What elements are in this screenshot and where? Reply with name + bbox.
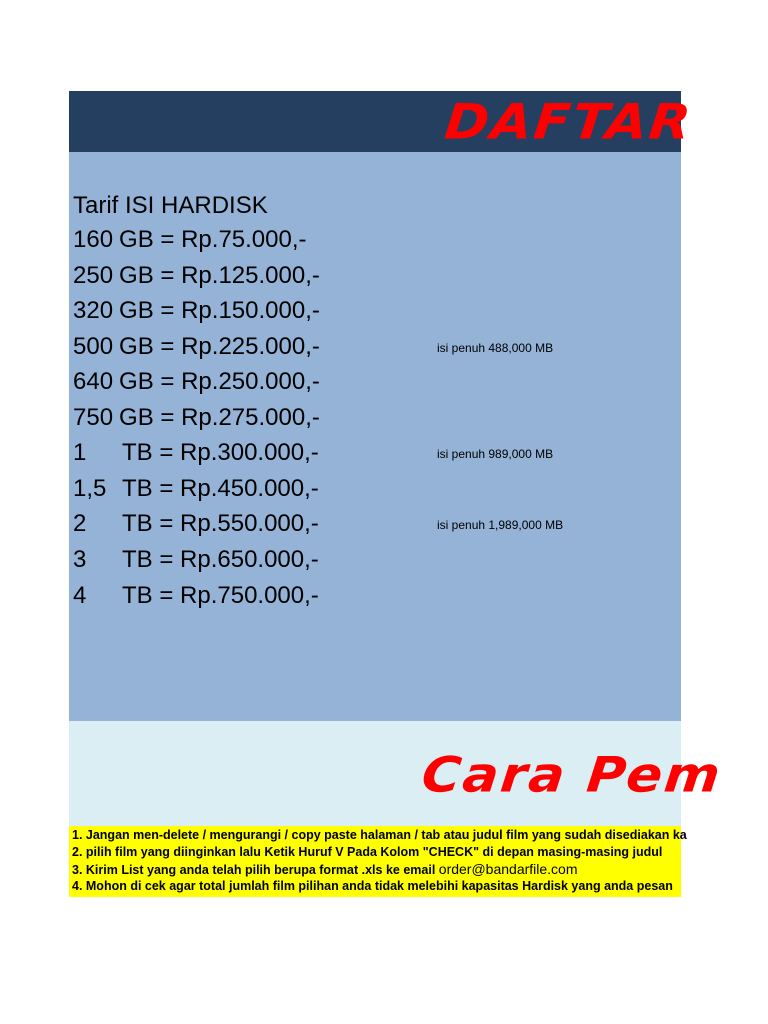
capacity-number: 1,5 [73,475,107,502]
header-band [69,91,696,152]
capacity-number: 4 [73,582,87,609]
tarif-title: Tarif ISI HARDISK [73,192,268,219]
capacity-note: isi penuh 1,989,000 MB [437,518,564,532]
capacity-number: 320 [73,297,114,324]
capacity-number: 500 [73,333,114,360]
instruction-step-text: 3. Kirim List yang anda telah pilih berupa format .xls ke email [72,863,439,877]
instruction-step: 2. pilih film yang diinginkan lalu Ketik Huruf V Pada Kolom "CHECK" di depan masing-masing judul [72,845,663,859]
price-value: = Rp.550.000,- [159,510,319,537]
price-value: = Rp.750.000,- [159,582,319,609]
capacity-note: isi penuh 488,000 MB [437,341,554,355]
price-row [73,581,319,611]
capacity-unit: TB [122,546,153,573]
price-row [73,367,320,397]
instruction-step: 4. Mohon di cek agar total jumlah film pilihan anda tidak melebihi kapasitas Hardisk yang anda pesan [72,879,673,893]
price-value: = Rp.300.000,- [159,439,319,466]
price-row [73,296,320,326]
cara-banner-title: Cara Pem [419,747,725,804]
capacity-unit: GB [119,368,154,395]
price-value: = Rp.225.000,- [160,333,320,360]
capacity-note: isi penuh 989,000 MB [437,447,554,461]
price-value: = Rp.75.000,- [160,226,307,253]
price-row [73,509,319,539]
price-row [73,403,320,433]
instruction-step: 1. Jangan men-delete / mengurangi / copy paste halaman / tab atau judul film yang sudah disediakan ka [72,828,687,842]
price-value: = Rp.450.000,- [159,475,319,502]
order-email: order@bandarfile.com [438,861,578,877]
price-value: = Rp.125.000,- [160,262,320,289]
capacity-unit: TB [122,475,153,502]
capacity-number: 640 [73,368,114,395]
daftar-banner-title: DAFTAR [442,94,696,151]
capacity-number: 750 [73,404,114,431]
capacity-number: 160 [73,226,114,253]
price-row [73,332,320,362]
price-row [73,438,319,468]
price-value: = Rp.250.000,- [160,368,320,395]
capacity-unit: GB [119,262,154,289]
capacity-unit: GB [119,333,154,360]
capacity-number: 3 [73,546,87,573]
spreadsheet-page [69,91,725,897]
capacity-unit: TB [122,439,153,466]
capacity-unit: GB [119,297,154,324]
capacity-unit: GB [119,404,154,431]
capacity-number: 2 [73,510,87,537]
price-row [73,261,320,291]
price-value: = Rp.150.000,- [160,297,320,324]
capacity-number: 250 [73,262,114,289]
price-row [73,545,319,575]
price-row [73,474,319,504]
capacity-unit: GB [119,226,154,253]
price-row [73,225,307,255]
capacity-number: 1 [73,439,87,466]
instruction-step [72,861,578,879]
price-value: = Rp.650.000,- [159,546,319,573]
capacity-unit: TB [122,510,153,537]
capacity-unit: TB [122,582,153,609]
price-value: = Rp.275.000,- [160,404,320,431]
